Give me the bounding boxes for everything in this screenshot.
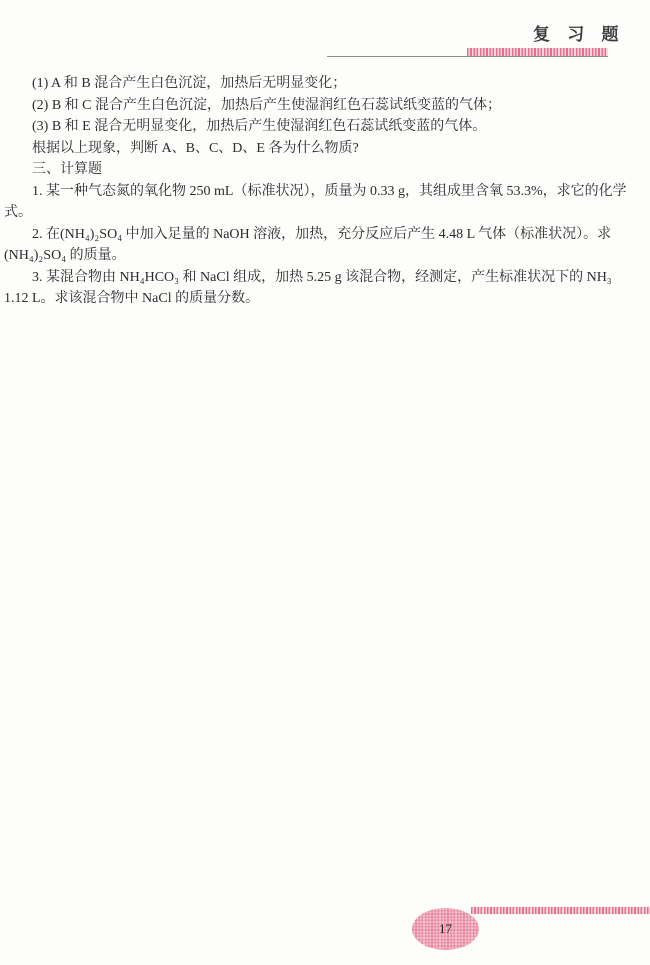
- text-line: 2. 在(NH₄)₂SO₄ 中加入足量的 NaOH 溶液，加热，充分反应后产生 4.48 L 气体（标准状况）。求: [32, 226, 612, 242]
- text-line: 根据以上现象，判断 A、B、C、D、E 各为什么物质?: [32, 140, 359, 156]
- header-rule-line: [327, 56, 608, 57]
- body-text-block: [4, 73, 644, 310]
- text-line: 1. 某一种气态氮的氧化物 250 mL（标准状况），质量为 0.33 g，其组成里含氧 53.3%，求它的化学: [32, 183, 627, 199]
- text-line: 3. 某混合物由 NH₄HCO₃ 和 NaCl 组成，加热 5.25 g 该混合物，经测定，产生标准状况下的 NH₃: [32, 269, 612, 285]
- page-number-badge: [412, 908, 479, 950]
- footer-stripe-decoration: [471, 907, 650, 914]
- text-line: 1.12 L。求该混合物中 NaCl 的质量分数。: [4, 291, 260, 306]
- text-line: 式。: [4, 205, 32, 220]
- page-number: 17: [439, 921, 452, 936]
- text-line: (3) B 和 E 混合无明显变化，加热后产生使湿润红色石蕊试纸变蓝的气体。: [32, 119, 487, 134]
- text-line: (NH₄)₂SO₄ 的质量。: [4, 248, 126, 263]
- page-title: 复 习 题: [533, 25, 621, 44]
- text-line: (1) A 和 B 混合产生白色沉淀，加热后无明显变化；: [32, 76, 347, 91]
- header-stripe-decoration: [467, 48, 608, 56]
- section-heading: 三、计算题: [32, 162, 102, 177]
- text-line: (2) B 和 C 混合产生白色沉淀，加热后产生使湿润红色石蕊试纸变蓝的气体；: [32, 97, 501, 113]
